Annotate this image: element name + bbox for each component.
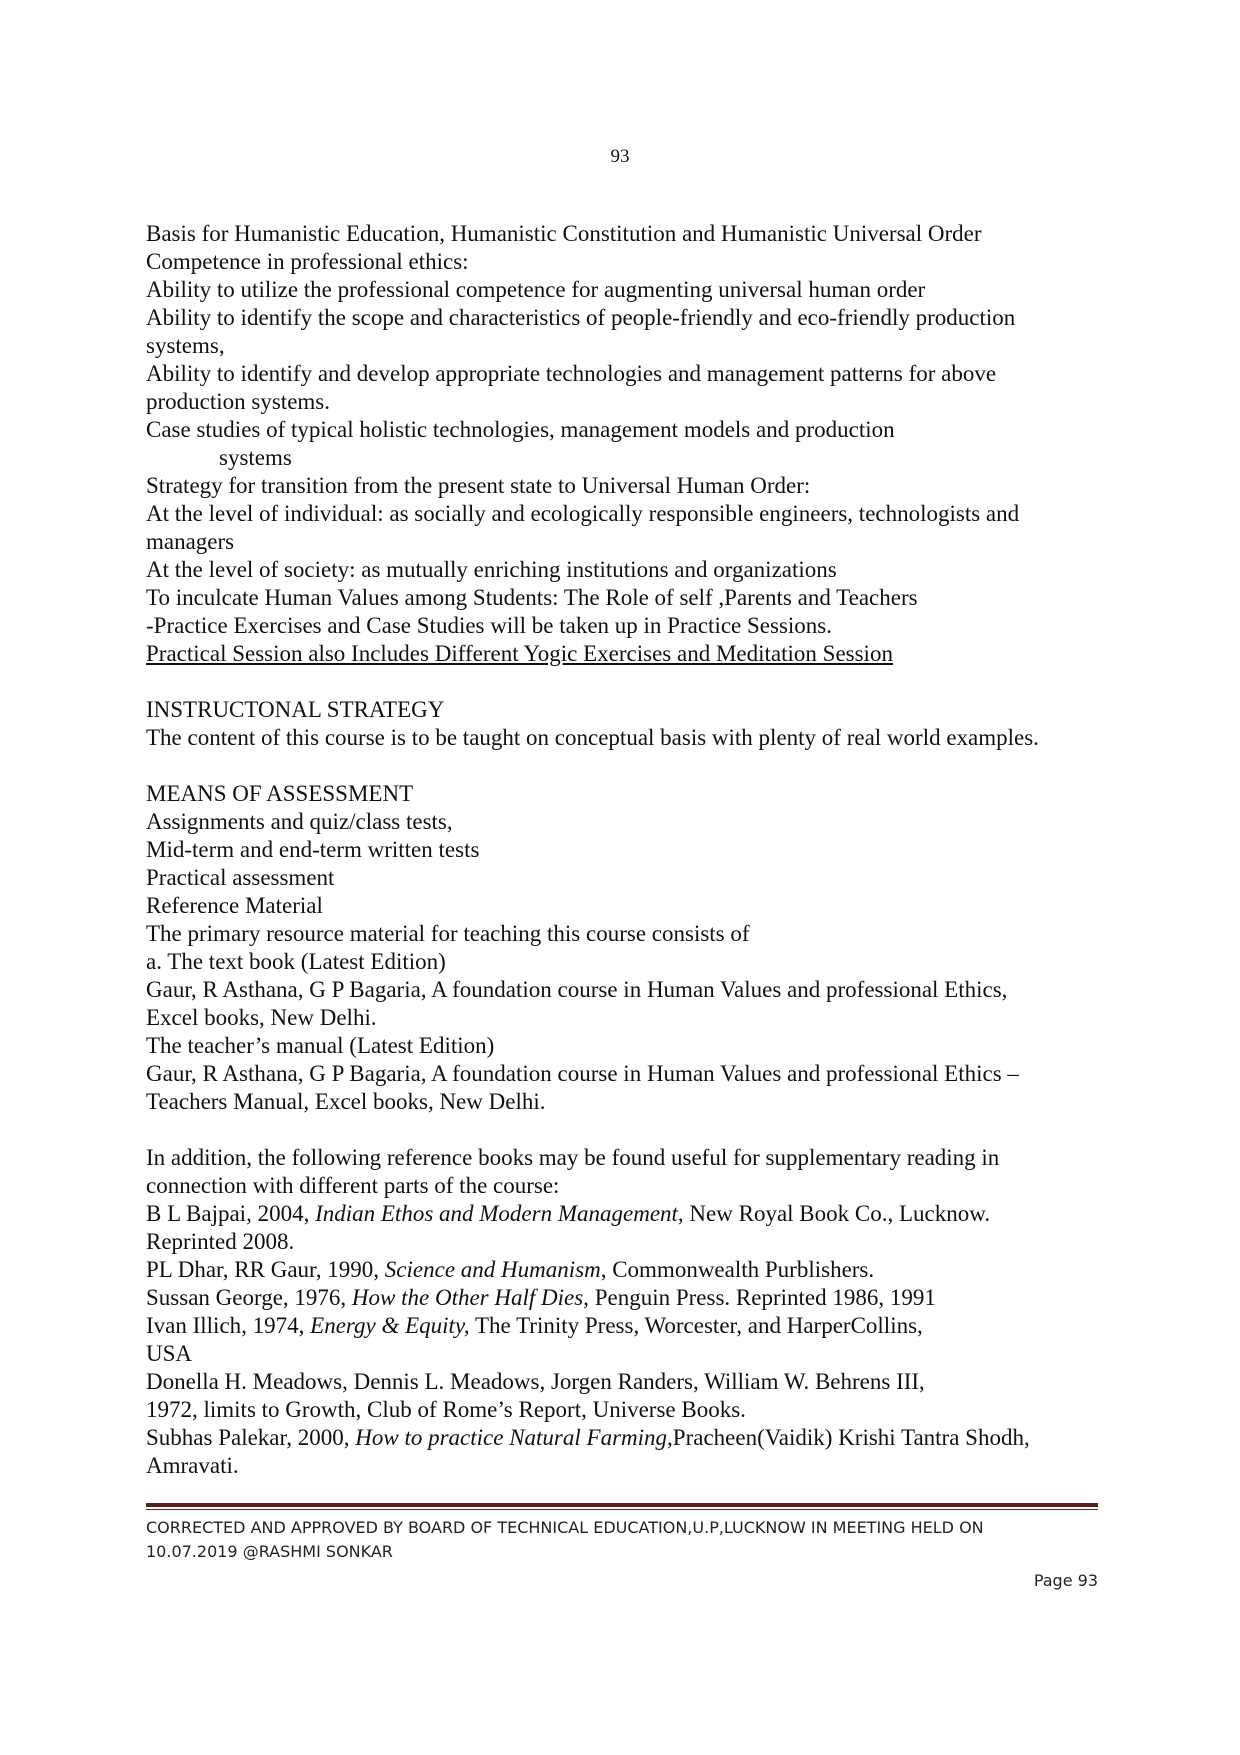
text-line: Ability to identify and develop appropriate technologies and management patterns for above (146, 361, 997, 386)
footer-line: 10.07.2019 @RASHMI SONKAR (146, 1542, 393, 1561)
footer-divider-thin (146, 1509, 1098, 1510)
text-line: Strategy for transition from the present state to Universal Human Order: (146, 473, 811, 498)
text-line: Gaur, R Asthana, G P Bagaria, A foundation course in Human Values and professional Ethics, (146, 977, 1008, 1002)
section-heading-assessment: MEANS OF ASSESSMENT (146, 781, 414, 806)
footer-note (146, 1516, 1098, 1564)
text-line: managers (146, 529, 235, 554)
text-line: To inculcate Human Values among Students: The Role of self ,Parents and Teachers (146, 585, 918, 610)
text-line: Gaur, R Asthana, G P Bagaria, A foundation course in Human Values and professional Ethics – (146, 1061, 1019, 1086)
reference-title: How to practice Natural Farming, (355, 1425, 673, 1450)
spacer (146, 1116, 1106, 1144)
text-line: At the level of society: as mutually enriching institutions and organizations (146, 557, 837, 582)
text-line: In addition, the following reference books may be found useful for supplementary reading in (146, 1145, 1000, 1170)
text-line: Case studies of typical holistic technologies, management models and production (146, 417, 895, 442)
document-body (146, 220, 1106, 1480)
reference-entry: Reprinted 2008. (146, 1229, 295, 1254)
page-number-top: 93 (610, 146, 630, 167)
text-line: Ability to identify the scope and characteristics of people-friendly and eco-friendly production (146, 305, 1016, 330)
text-line: Practical assessment (146, 865, 335, 890)
reference-entry: Donella H. Meadows, Dennis L. Meadows, Jorgen Randers, William W. Behrens III, (146, 1369, 925, 1394)
text-line: Mid-term and end-term written tests (146, 837, 480, 862)
footer-line: CORRECTED AND APPROVED BY BOARD OF TECHNICAL EDUCATION,U.P,LUCKNOW IN MEETING HELD ON (146, 1518, 984, 1537)
text-line: Competence in professional ethics: (146, 249, 469, 274)
spacer (146, 668, 1106, 696)
text-line: a. The text book (Latest Edition) (146, 949, 446, 974)
reference-entry: B L Bajpai, 2004, Indian Ethos and Modern Management, New Royal Book Co., Lucknow. (146, 1201, 991, 1226)
text-line: systems (219, 445, 292, 470)
text-line: Ability to utilize the professional competence for augmenting universal human order (146, 277, 926, 302)
reference-title: Energy & Equity, (310, 1313, 470, 1338)
footer-page-label: Page 93 (1033, 1571, 1098, 1590)
text-line: At the level of individual: as socially and ecologically responsible engineers, technologists and (146, 501, 1020, 526)
reference-entry: PL Dhar, RR Gaur, 1990, Science and Humanism, Commonwealth Purblishers. (146, 1257, 875, 1282)
text-line: production systems. (146, 389, 330, 414)
text-line: Basis for Humanistic Education, Humanistic Constitution and Humanistic Universal Order (146, 221, 982, 246)
text-line: -Practice Exercises and Case Studies will be taken up in Practice Sessions. (146, 613, 832, 638)
section-heading-strategy: INSTRUCTONAL STRATEGY (146, 697, 445, 722)
reference-entry: 1972, limits to Growth, Club of Rome’s Report, Universe Books. (146, 1397, 746, 1422)
text-line: Reference Material (146, 893, 323, 918)
reference-entry: Amravati. (146, 1453, 239, 1478)
text-line: systems, (146, 333, 225, 358)
reference-title: Science and Humanism (384, 1257, 601, 1282)
footer-divider (146, 1503, 1098, 1507)
text-line: Excel books, New Delhi. (146, 1005, 377, 1030)
reference-entry: Ivan Illich, 1974, Energy & Equity, The Trinity Press, Worcester, and HarperCollins, (146, 1313, 923, 1338)
reference-entry: USA (146, 1341, 193, 1366)
reference-title: How the Other Half Dies, (351, 1285, 589, 1310)
reference-title: Indian Ethos and Modern Management (315, 1201, 678, 1226)
text-line: The content of this course is to be taught on conceptual basis with plenty of real world examples. (146, 725, 1039, 750)
text-line: connection with different parts of the course: (146, 1173, 560, 1198)
reference-entry: Subhas Palekar, 2000, How to practice Natural Farming,Pracheen(Vaidik) Krishi Tantra Shodh, (146, 1425, 1030, 1450)
reference-entry: Sussan George, 1976, How the Other Half Dies, Penguin Press. Reprinted 1986, 1991 (146, 1285, 936, 1310)
text-line: Assignments and quiz/class tests, (146, 809, 453, 834)
spacer (146, 752, 1106, 780)
text-line: The teacher’s manual (Latest Edition) (146, 1033, 495, 1058)
text-line: Teachers Manual, Excel books, New Delhi. (146, 1089, 546, 1114)
text-line: The primary resource material for teaching this course consists of (146, 921, 750, 946)
practical-session-note: Practical Session also Includes Different Yogic Exercises and Meditation Session (146, 641, 893, 666)
